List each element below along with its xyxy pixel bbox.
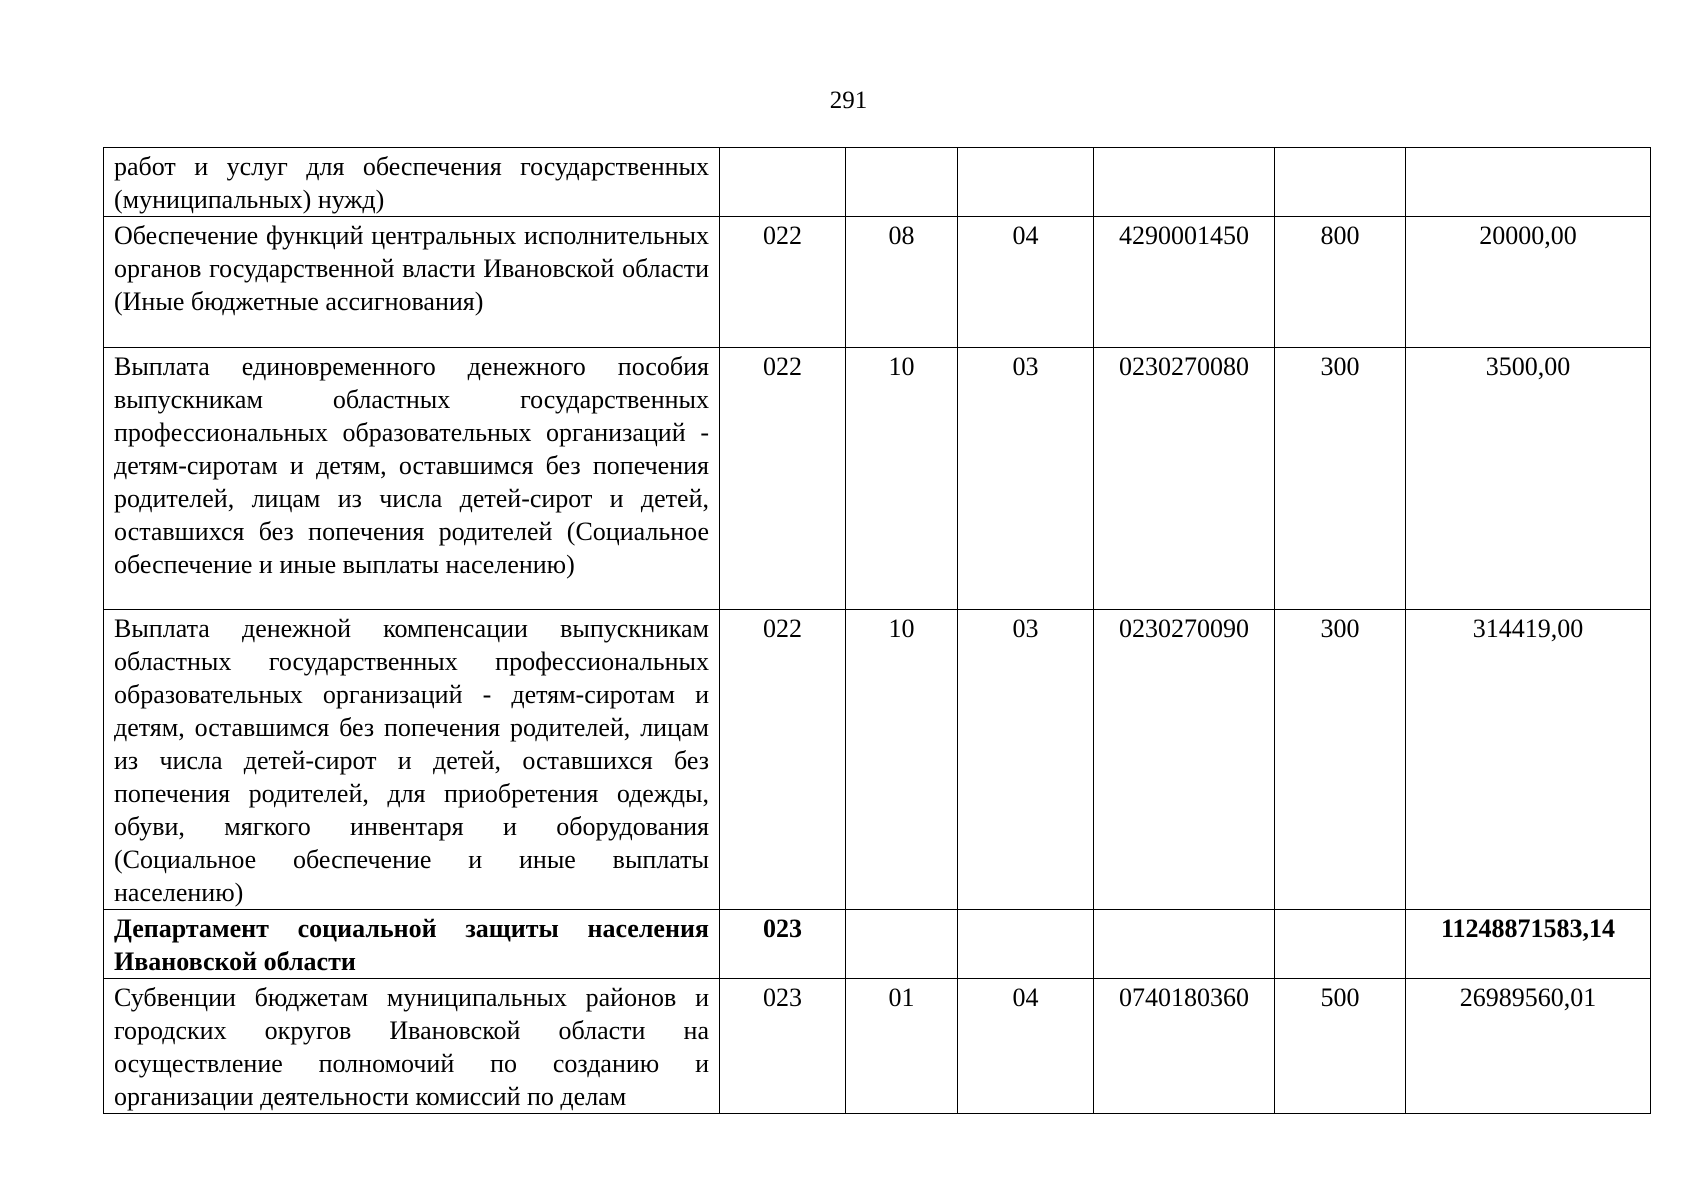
row-sum bbox=[1406, 148, 1651, 217]
row-description: Субвенции бюджетам муниципальных районов и городских округов Ивановской области на осуществление полномочий по созданию и организации деятельности комиссий по делам bbox=[104, 979, 720, 1114]
row-subsection: 03 bbox=[958, 610, 1094, 910]
row-department-code: 023 bbox=[720, 910, 846, 979]
row-sum: 314419,00 bbox=[1406, 610, 1651, 910]
row-target-article: 0230270090 bbox=[1094, 610, 1275, 910]
row-subsection: 04 bbox=[958, 979, 1094, 1114]
row-department-code: 023 bbox=[720, 979, 846, 1114]
row-sum: 20000,00 bbox=[1406, 217, 1651, 348]
table-row bbox=[104, 148, 1651, 217]
row-subsection bbox=[958, 910, 1094, 979]
row-expense-type bbox=[1275, 910, 1406, 979]
row-target-article bbox=[1094, 148, 1275, 217]
row-subsection bbox=[958, 148, 1094, 217]
row-section: 10 bbox=[846, 610, 958, 910]
row-section: 10 bbox=[846, 348, 958, 610]
row-section: 08 bbox=[846, 217, 958, 348]
row-department-code: 022 bbox=[720, 610, 846, 910]
row-target-article: 0230270080 bbox=[1094, 348, 1275, 610]
row-expense-type: 300 bbox=[1275, 348, 1406, 610]
row-expense-type bbox=[1275, 148, 1406, 217]
table-row bbox=[104, 217, 1651, 348]
budget-table bbox=[103, 147, 1651, 1114]
row-subsection: 04 bbox=[958, 217, 1094, 348]
row-description: работ и услуг для обеспечения государственных (муниципальных) нужд) bbox=[104, 148, 720, 217]
row-description: Выплата единовременного денежного пособия выпускникам областных государственных профессиональных образовательных организаций - детям-сиротам и детям, оставшимся без попечения родителей, лицам из числа детей-сирот и детей, оставшихся без попечения родителей (Социальное обеспечение и иные выплаты населению) bbox=[104, 348, 720, 610]
row-department-code bbox=[720, 148, 846, 217]
row-expense-type: 300 bbox=[1275, 610, 1406, 910]
row-target-article bbox=[1094, 910, 1275, 979]
row-description: Выплата денежной компенсации выпускникам областных государственных профессиональных образовательных организаций - детям-сиротам и детям, оставшимся без попечения родителей, лицам из числа детей-сирот и детей, оставшихся без попечения родителей, для приобретения одежды, обуви, мягкого инвентаря и оборудования (Социальное обеспечение и иные выплаты населению) bbox=[104, 610, 720, 910]
row-sum: 11248871583,14 bbox=[1406, 910, 1651, 979]
row-subsection: 03 bbox=[958, 348, 1094, 610]
table-row bbox=[104, 979, 1651, 1114]
row-section bbox=[846, 910, 958, 979]
page-number: 291 bbox=[829, 87, 868, 114]
row-expense-type: 500 bbox=[1275, 979, 1406, 1114]
row-sum: 3500,00 bbox=[1406, 348, 1651, 610]
row-section bbox=[846, 148, 958, 217]
row-section: 01 bbox=[846, 979, 958, 1114]
table-row bbox=[104, 348, 1651, 610]
row-target-article: 4290001450 bbox=[1094, 217, 1275, 348]
table-row-department-total bbox=[104, 910, 1651, 979]
row-sum: 26989560,01 bbox=[1406, 979, 1651, 1114]
table-row bbox=[104, 610, 1651, 910]
row-department-code: 022 bbox=[720, 348, 846, 610]
row-department-code: 022 bbox=[720, 217, 846, 348]
row-target-article: 0740180360 bbox=[1094, 979, 1275, 1114]
row-expense-type: 800 bbox=[1275, 217, 1406, 348]
row-description: Обеспечение функций центральных исполнительных органов государственной власти Ивановской области (Иные бюджетные ассигнования) bbox=[104, 217, 720, 348]
row-description: Департамент социальной защиты населения Ивановской области bbox=[104, 910, 720, 979]
